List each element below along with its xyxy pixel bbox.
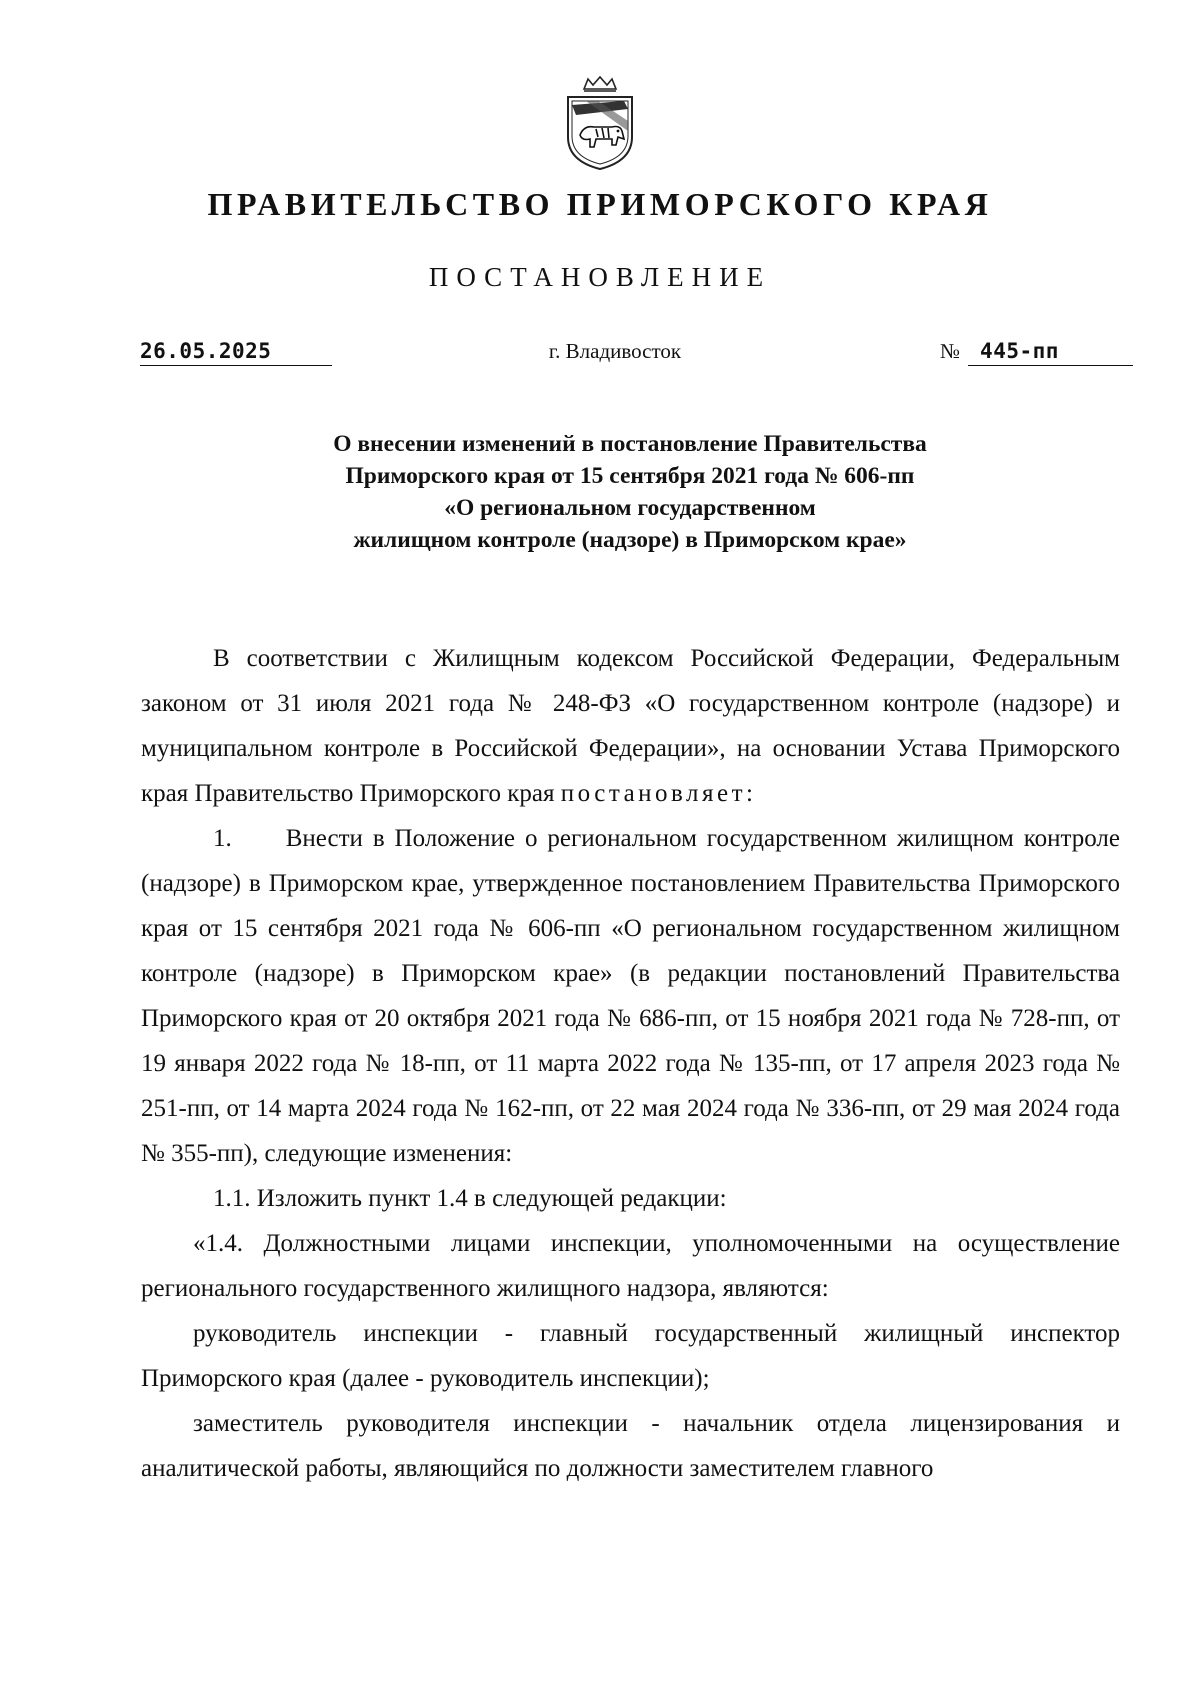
preamble-text: В соответствии с Жилищным кодексом Российской Федерации, Федеральным законом от 31 июля 2021 года № 248-ФЗ «О государственном контроле (надзоре) и муниципальном контроле в Российской Федерации», на основании Устава Приморского края Правительство Приморского края bbox=[141, 645, 1120, 807]
document-date: 26.05.2025 bbox=[140, 337, 332, 366]
item-1-paragraph bbox=[141, 816, 1120, 1176]
item-1-1-paragraph: 1.1. Изложить пункт 1.4 в следующей редакции: bbox=[213, 1185, 727, 1212]
document-type: ПОСТАНОВЛЕНИЕ bbox=[428, 262, 772, 292]
document-number-value: 445-пп bbox=[968, 337, 1133, 366]
item-1-number: 1. bbox=[213, 825, 232, 852]
document-city: г. Владивосток bbox=[548, 339, 682, 363]
document-body bbox=[141, 636, 1120, 1491]
title-line: жилищном контроле (надзоре) в Приморском крае» bbox=[353, 527, 907, 553]
official-deputy-paragraph: заместитель руководителя инспекции - начальник отдела лицензирования и аналитической работы, являющийся по должности заместителем главного bbox=[141, 1410, 1120, 1482]
title-line: «О региональном государственном bbox=[444, 495, 816, 521]
resolves-text: постановляет: bbox=[560, 780, 757, 807]
title-line: О внесении изменений в постановление Правительства bbox=[333, 431, 927, 457]
item-1-text: Внести в Положение о региональном государственном жилищном контроле (надзоре) в Приморском крае, утвержденное постановлением Правительства Приморского края от 15 сентября 2021 года № 606-пп «О региональном государственном жилищном контроле (надзоре) в Приморском крае» (в редакции постановлений Правительства Приморского края от 20 октября 2021 года № 686-пп, от 15 ноября 2021 года № 728-пп, от 19 января 2022 года № 18-пп, от 11 марта 2022 года № 135-пп, от 17 апреля 2023 года № 251-пп, от 14 марта 2024 года № 162-пп, от 22 мая 2024 года № 336-пп, от 29 мая 2024 года № 355-пп), следующие изменения: bbox=[141, 825, 1120, 1167]
document-title bbox=[140, 428, 1120, 556]
title-line: Приморского края от 15 сентября 2021 года № 606-пп bbox=[345, 463, 915, 489]
primorsky-krai-coat-of-arms-icon bbox=[562, 75, 638, 173]
official-head-paragraph: руководитель инспекции - главный государственный жилищный инспектор Приморского края (далее - руководитель инспекции); bbox=[141, 1320, 1120, 1392]
document-number bbox=[940, 337, 1133, 366]
preamble-paragraph bbox=[141, 636, 1120, 816]
organization-title: ПРАВИТЕЛЬСТВО ПРИМОРСКОГО КРАЯ bbox=[207, 186, 993, 222]
quote-1-4-paragraph: «1.4. Должностными лицами инспекции, уполномоченными на осуществление регионального государственного жилищного надзора, являются: bbox=[141, 1230, 1120, 1302]
document-number-label: № bbox=[940, 339, 961, 363]
